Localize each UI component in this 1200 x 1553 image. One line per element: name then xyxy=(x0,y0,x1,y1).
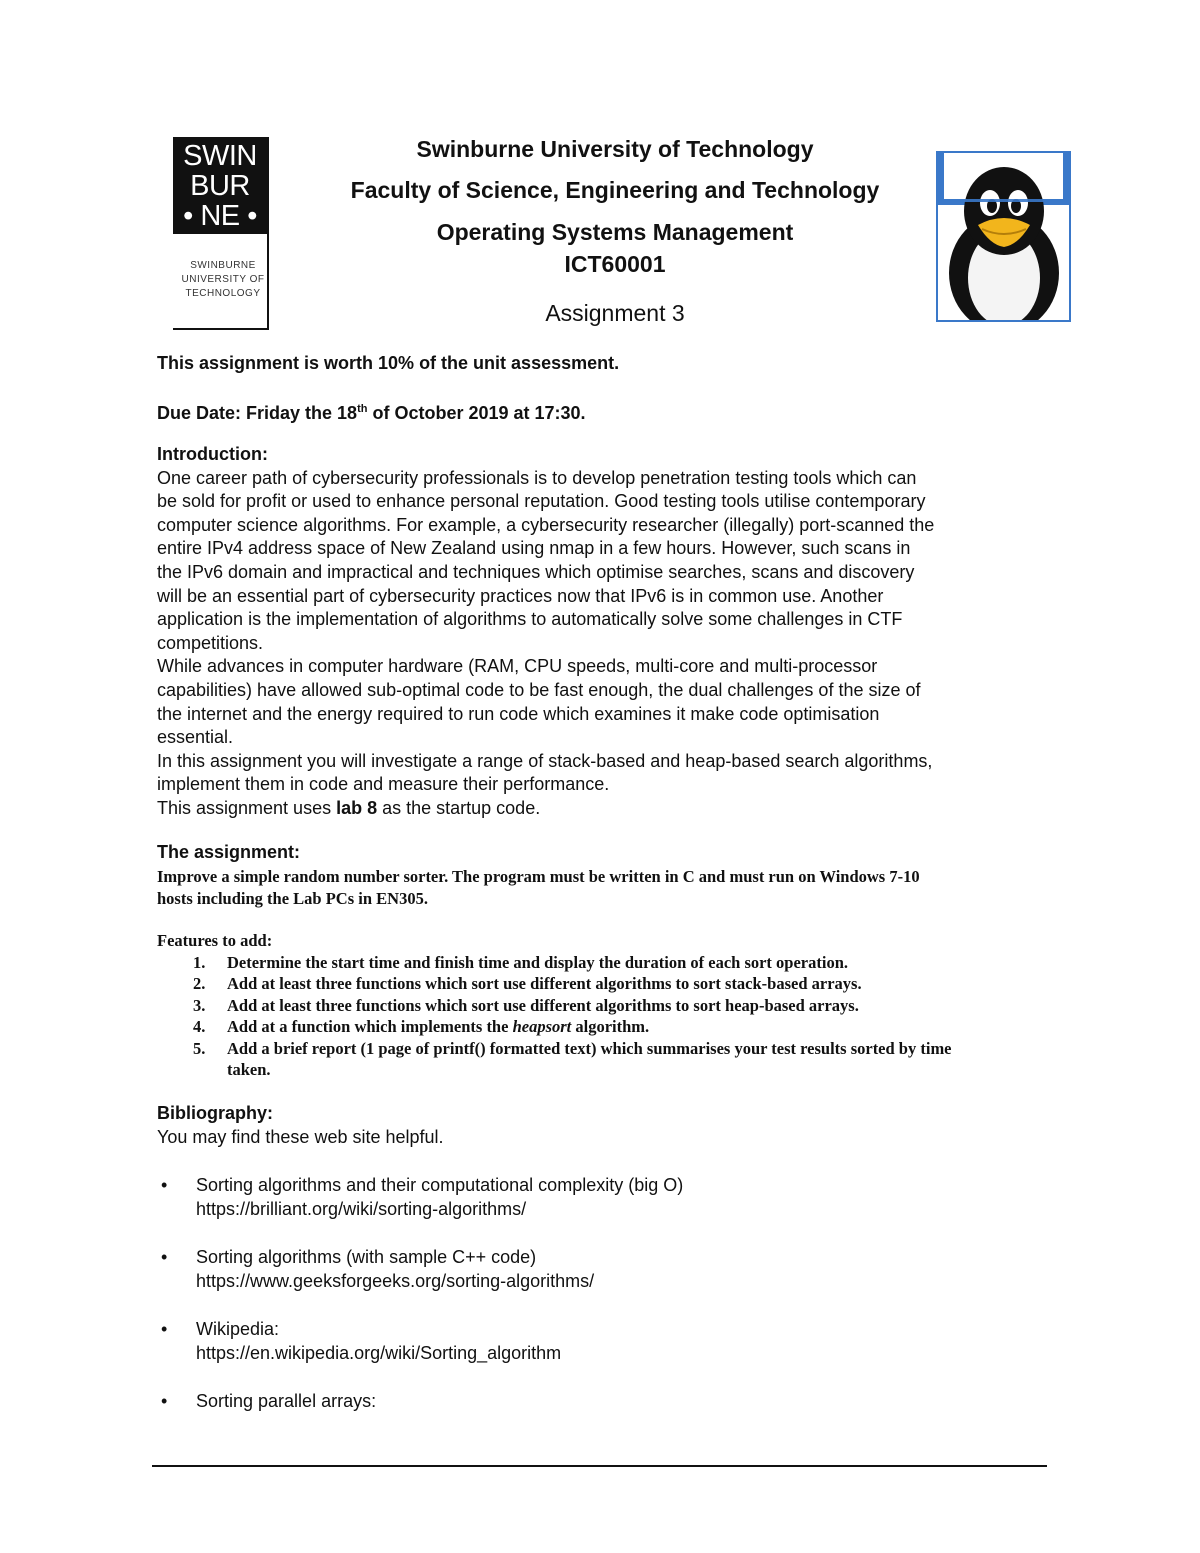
list-item-text: taken. xyxy=(227,1060,271,1079)
bibliography-title: Sorting algorithms (with sample C++ code) xyxy=(196,1247,537,1267)
bibliography-intro: You may find these web site helpful. xyxy=(157,1127,444,1147)
assignment-line: hosts including the Lab PCs in EN305. xyxy=(157,888,428,908)
features-list xyxy=(157,952,1057,1081)
list-item-text: Add at least three functions which sort use different algorithms to sort heap-based arrays. xyxy=(227,995,859,1015)
features-heading: Features to add: xyxy=(157,931,273,950)
due-date-prefix: Due Date: Friday the 18 xyxy=(157,403,358,423)
due-date-sup: th xyxy=(357,403,368,415)
bibliography-title: Sorting parallel arrays: xyxy=(196,1391,377,1411)
item-prefix: Add at a function which implements the xyxy=(227,1017,513,1036)
list-number: 1. xyxy=(193,952,206,972)
paragraph-line: entire IPv4 address space of New Zealand using nmap in a few hours. However, such scans in xyxy=(157,538,911,559)
logo-line: • NE • xyxy=(183,200,257,232)
list-item-text: Add at least three functions which sort use different algorithms to sort stack-based arrays. xyxy=(227,974,862,993)
due-date-suffix: of October 2019 at 17:30. xyxy=(367,403,586,423)
bibliography-link[interactable]: https://brilliant.org/wiki/sorting-algorithms/ xyxy=(196,1199,527,1219)
assignment-title: Assignment 3 xyxy=(545,300,685,326)
bullet-icon: • xyxy=(161,1247,168,1267)
bibliography-heading: Bibliography: xyxy=(157,1103,273,1123)
list-item-text xyxy=(223,1016,1057,1038)
university-name: Swinburne University of Technology xyxy=(416,136,814,162)
list-item xyxy=(157,1038,1057,1081)
paragraph-line: capabilities) have allowed sub-optimal code to be fast enough, the dual challenges of the size of xyxy=(157,679,921,700)
introduction-section xyxy=(157,443,1057,821)
paragraph-line: essential. xyxy=(157,727,234,748)
heapsort-term: heapsort xyxy=(512,1017,572,1036)
logo-sub-line: TECHNOLOGY xyxy=(185,288,261,299)
assignment-line: Improve a simple random number sorter. The program must be written in C and must run on Windows 7-10 xyxy=(157,867,920,886)
university-logo xyxy=(173,137,269,330)
unit-code: ICT60001 xyxy=(564,251,666,277)
logo-subtitle xyxy=(181,259,265,301)
paragraph-line: While advances in computer hardware (RAM, CPU speeds, multi-core and multi-processor xyxy=(157,656,878,677)
assessment-weight: This assignment is worth 10% of the unit assessment. xyxy=(157,353,620,373)
paragraph-line: computer science algorithms. For example, a cybersecurity researcher (illegally) port-scanned the xyxy=(157,514,935,535)
logo-line: SWIN xyxy=(183,140,257,172)
item-suffix: algorithm. xyxy=(571,1017,650,1036)
paragraph-line: competitions. xyxy=(157,632,264,653)
page-footer-rule xyxy=(152,1465,1047,1467)
bullet-icon: • xyxy=(161,1391,168,1411)
due-date xyxy=(157,398,586,426)
paragraph-line: implement them in code and measure their performance. xyxy=(157,774,610,795)
paragraph-line: the internet and the energy required to run code which examines it make code optimisation xyxy=(157,703,880,724)
bibliography-title: Wikipedia: xyxy=(196,1319,280,1339)
bibliography-title: Sorting algorithms and their computational complexity (big O) xyxy=(196,1175,684,1195)
paragraph-line: be sold for profit or used to enhance personal reputation. Good testing tools utilise contemporary xyxy=(157,491,926,512)
unit-name: Operating Systems Management xyxy=(436,219,794,245)
introduction-heading: Introduction: xyxy=(157,444,268,464)
logo-line: BUR xyxy=(190,170,250,202)
startup-prefix: This assignment uses xyxy=(157,797,337,818)
list-item xyxy=(157,995,1057,1017)
bullet-icon: • xyxy=(161,1319,168,1339)
list-number: 3. xyxy=(193,995,206,1015)
startup-suffix: as the startup code. xyxy=(377,797,541,818)
tux-penguin-image xyxy=(936,151,1071,322)
assignment-description xyxy=(157,866,1057,909)
list-item xyxy=(157,973,1057,995)
paragraph-line: application is the implementation of algorithms to automatically solve some challenges in CTF xyxy=(157,609,903,630)
bibliography-link[interactable]: https://www.geeksforgeeks.org/sorting-algorithms/ xyxy=(196,1271,595,1291)
paragraph-line: the IPv6 domain and impractical and techniques which optimise searches, scans and discovery xyxy=(157,561,915,582)
bibliography-link[interactable]: https://en.wikipedia.org/wiki/Sorting_algorithm xyxy=(196,1343,562,1363)
logo-mark xyxy=(173,137,267,234)
list-item xyxy=(157,1016,1057,1038)
paragraph-line: In this assignment you will investigate a range of stack-based and heap-based search algorithms, xyxy=(157,750,933,771)
faculty-name: Faculty of Science, Engineering and Technology xyxy=(350,177,880,203)
logo-sub-line: UNIVERSITY OF xyxy=(181,274,265,285)
list-number: 5. xyxy=(193,1038,206,1058)
paragraph-line: will be an essential part of cybersecurity practices now that IPv6 is in common use. Another xyxy=(157,585,884,606)
assignment-heading: The assignment: xyxy=(157,842,301,862)
logo-sub-line: SWINBURNE xyxy=(190,260,256,271)
list-item-text: Determine the start time and finish time and display the duration of each sort operation. xyxy=(227,952,849,972)
lab-reference: lab 8 xyxy=(336,797,378,818)
startup-code-line xyxy=(157,797,1057,821)
list-number: 2. xyxy=(193,974,206,993)
paragraph-line: One career path of cybersecurity professionals is to develop penetration testing tools which can xyxy=(157,467,917,488)
list-item xyxy=(157,952,1057,974)
list-number: 4. xyxy=(193,1017,206,1036)
bullet-icon: • xyxy=(161,1175,168,1195)
features-section xyxy=(157,930,1057,1081)
list-item-text: Add a brief report (1 page of printf() formatted text) which summarises your test results sorted by time xyxy=(227,1038,952,1058)
